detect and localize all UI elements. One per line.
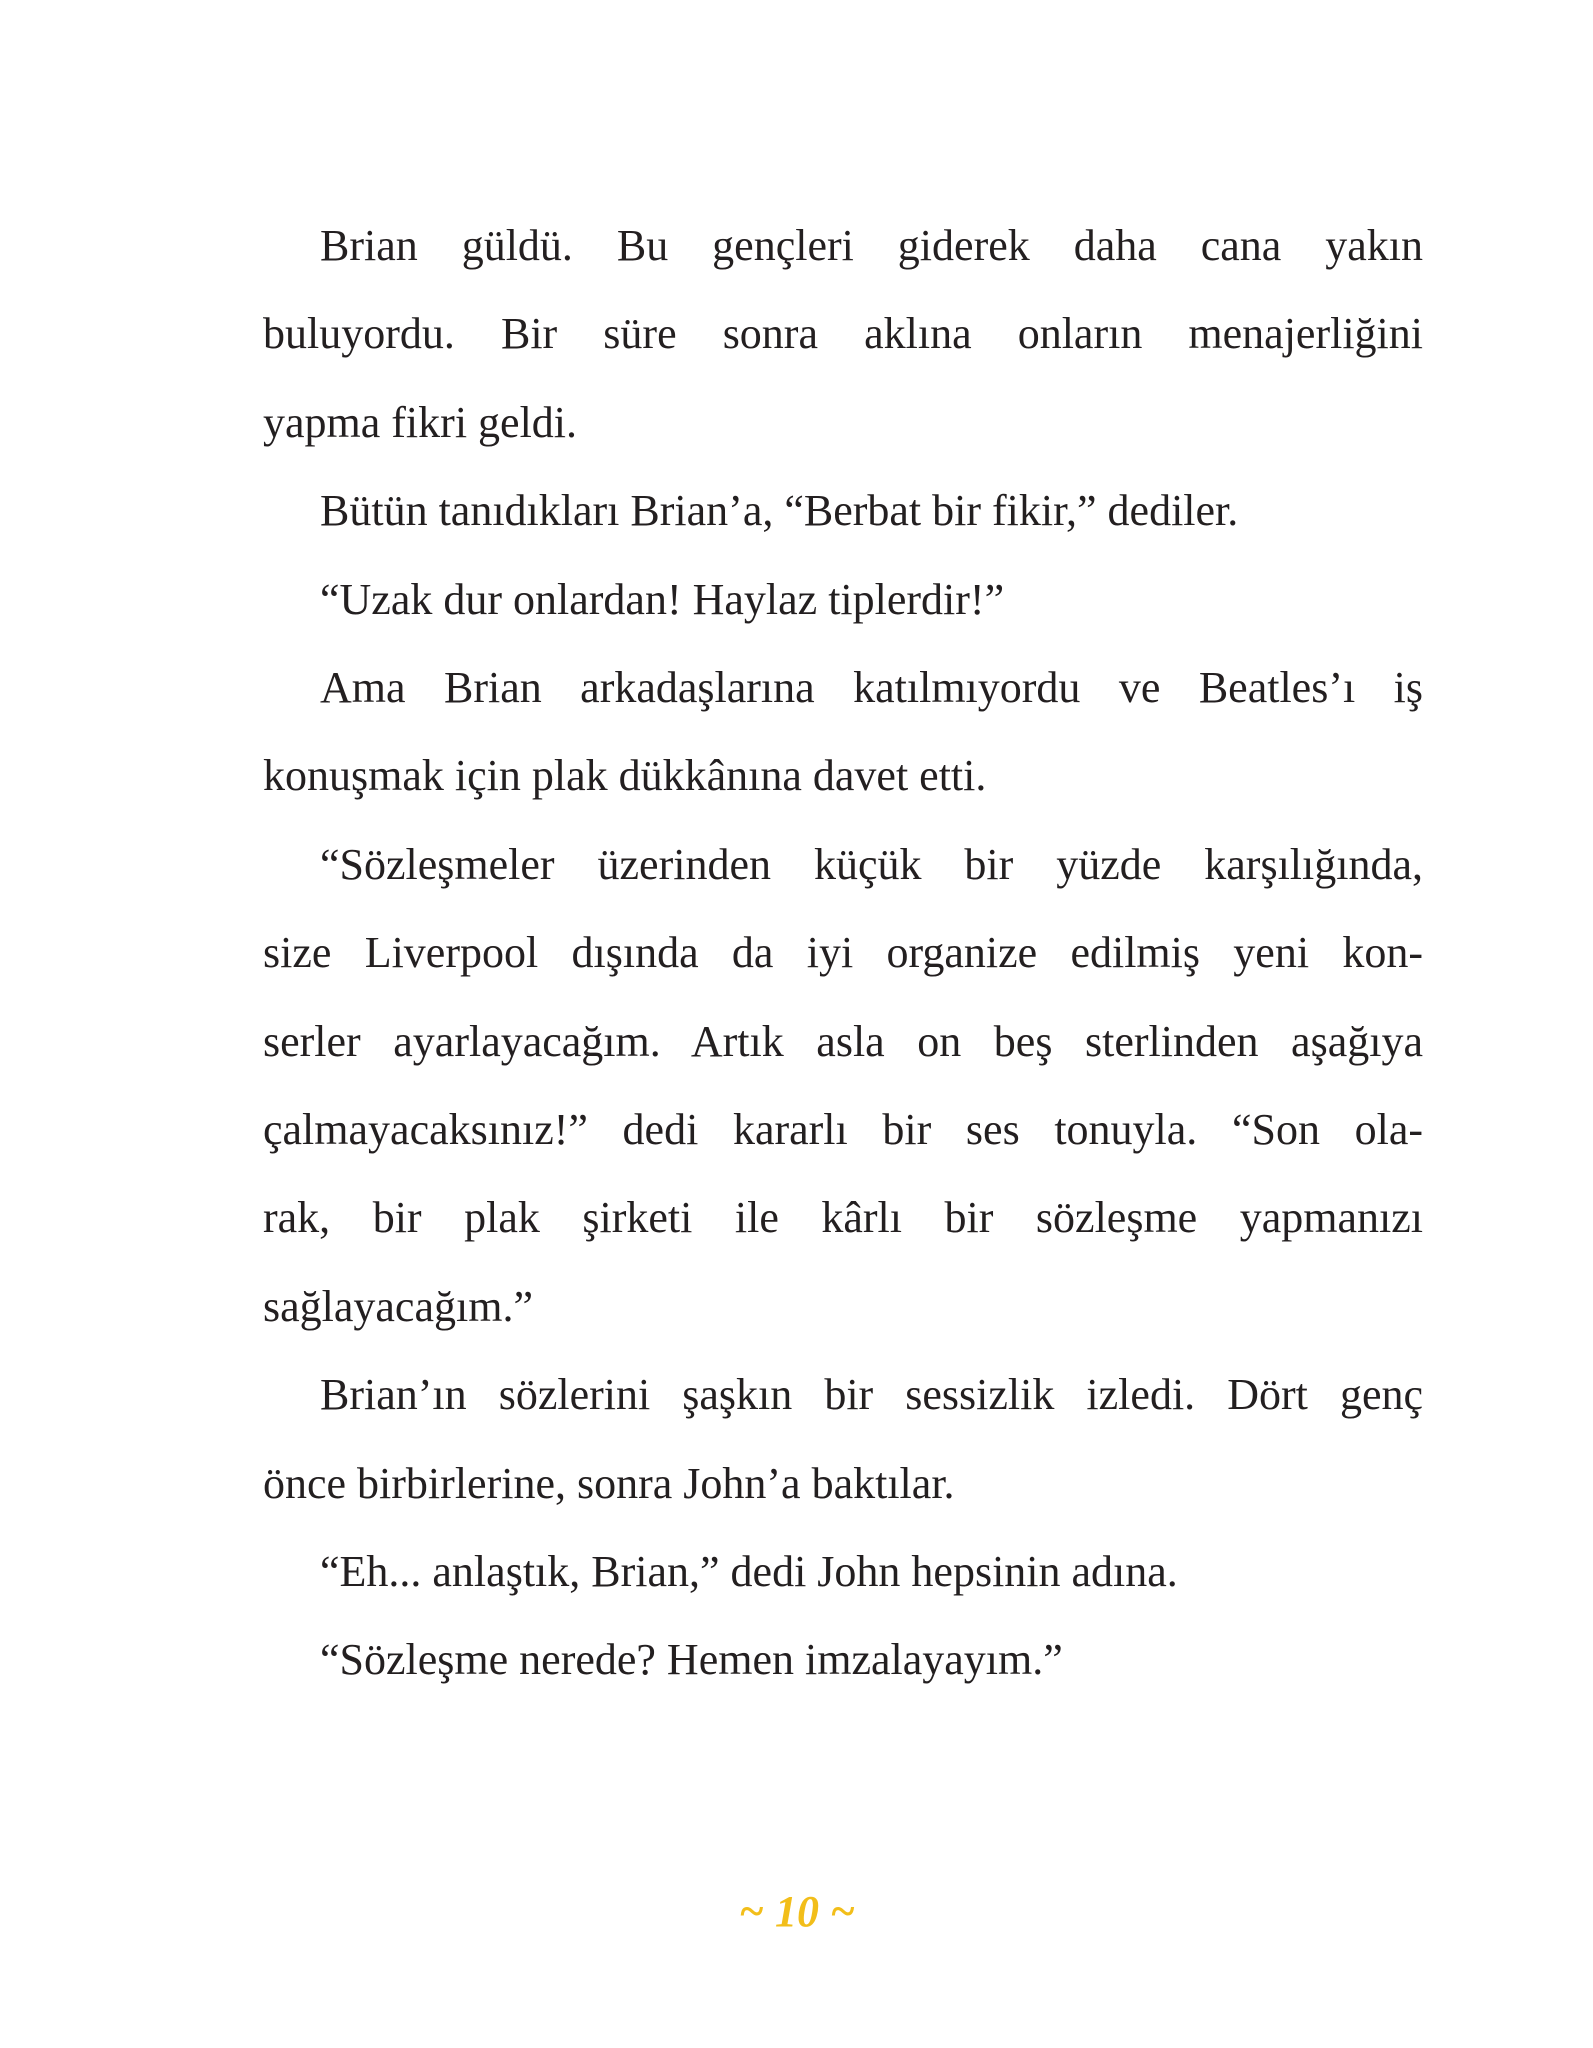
text-line: sağlayacağım.” (263, 1281, 533, 1331)
text-line: rak, bir plak şirketi ile kârlı bir sözleşme yapmanızı (263, 1193, 1423, 1243)
text-line: “Sözleşmeler üzerinden küçük bir yüzde karşılığında, (320, 839, 1423, 889)
text-line: yapma fikri geldi. (263, 397, 578, 447)
text-line: “Eh... anlaştık, Brian,” dedi John hepsinin adına. (320, 1547, 1178, 1596)
text-line: Brian’ın sözlerini şaşkın bir sessizlik izledi. Dört genç (320, 1370, 1423, 1420)
text-line: Brian güldü. Bu gençleri giderek daha cana yakın (320, 221, 1423, 270)
text-line: konuşmak için plak dükkânına davet etti. (263, 751, 987, 801)
page-number: ~ 10 ~ (738, 1887, 856, 1936)
text-line: size Liverpool dışında da iyi organize edilmiş yeni kon- (263, 928, 1423, 978)
text-line: Ama Brian arkadaşlarına katılmıyordu ve Beatles’ı iş (320, 663, 1423, 712)
text-line: buluyordu. Bir süre sonra aklına onların menajerliğini (263, 309, 1423, 359)
text-line: serler ayarlayacağım. Artık asla on beş sterlinden aşağıya (263, 1016, 1423, 1066)
text-line: çalmayacaksınız!” dedi kararlı bir ses tonuyla. “Son ola- (263, 1105, 1423, 1154)
text-line: önce birbirlerine, sonra John’a baktılar. (263, 1458, 955, 1508)
text-line: “Uzak dur onlardan! Haylaz tiplerdir!” (320, 574, 1005, 624)
text-line: “Sözleşme nerede? Hemen imzalayayım.” (320, 1635, 1063, 1685)
text-line: Bütün tanıdıkları Brian’a, “Berbat bir fikir,” dediler. (320, 486, 1239, 536)
